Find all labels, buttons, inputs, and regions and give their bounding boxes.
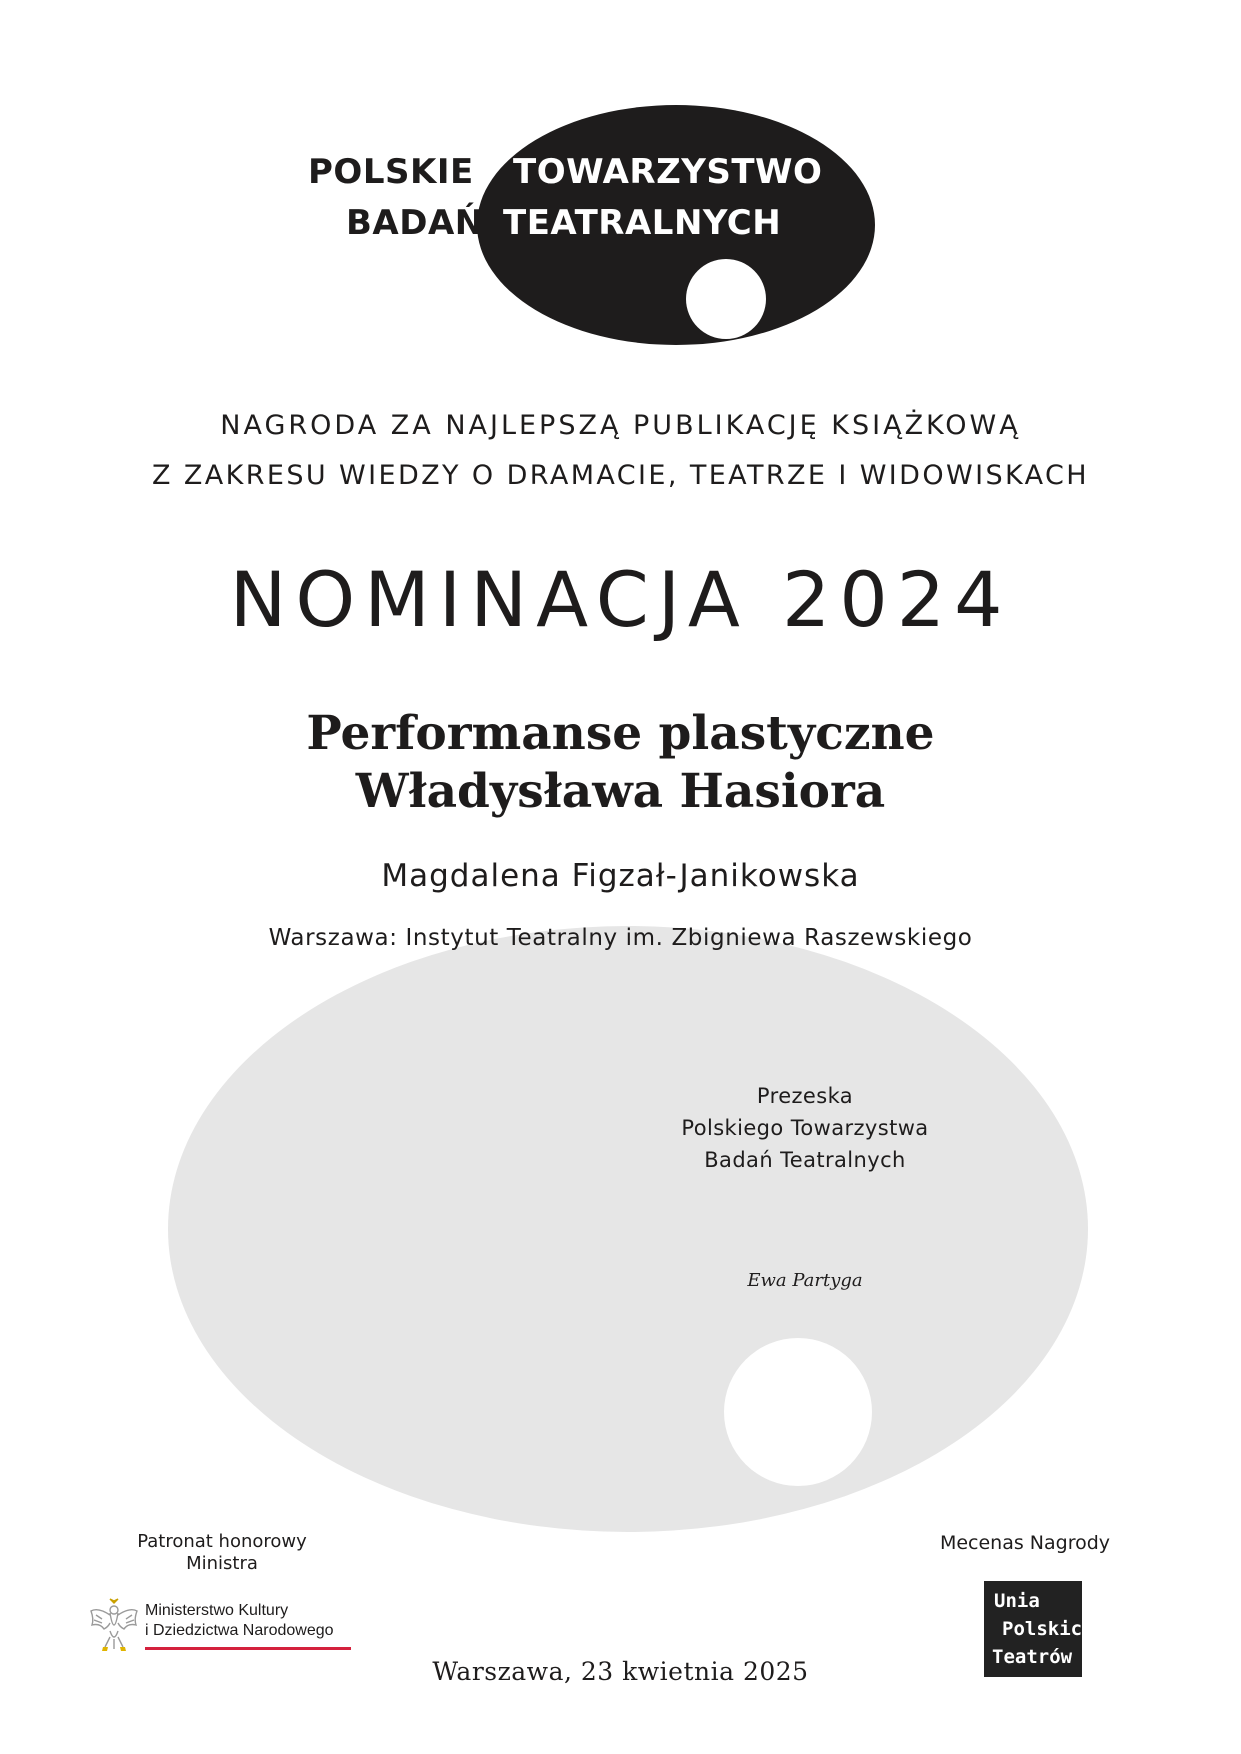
- logo-text-teatralnych: TEATRALNYCH: [503, 203, 782, 243]
- upt-logo-line3: Teatrów: [992, 1646, 1073, 1668]
- ministry-red-bar: [145, 1647, 351, 1650]
- patronage-line2: Ministra: [186, 1553, 258, 1574]
- patron-label: Mecenas Nagrody: [939, 1532, 1111, 1554]
- polish-eagle-icon: [88, 1597, 140, 1653]
- background-grey-oval: [168, 926, 1088, 1532]
- upt-logo-line1: Unia: [994, 1590, 1040, 1612]
- signer-name: Ewa Partyga: [747, 1270, 863, 1291]
- book-author: Magdalena Figzał-Janikowska: [381, 858, 860, 894]
- book-publisher: Warszawa: Instytut Teatralny im. Zbigniewa Raszewskiego: [268, 925, 973, 951]
- signatory-line1: Prezeska: [756, 1084, 854, 1108]
- logo-text-towarzystwo: TOWARZYSTWO: [513, 152, 823, 192]
- book-title: [0, 705, 1241, 821]
- issue-date: Warszawa, 23 kwietnia 2025: [432, 1657, 809, 1686]
- ministry-line2: i Dziedzictwa Narodowego: [145, 1622, 334, 1639]
- upt-logo-line2: Polskich: [1002, 1618, 1094, 1640]
- book-title-line2: Władysława Hasiora: [355, 764, 886, 819]
- background-white-dot: [724, 1338, 872, 1486]
- logo-text-badan: BADAŃ: [346, 203, 484, 243]
- signatory-line2: Polskiego Towarzystwa: [681, 1116, 929, 1140]
- nomination-heading: NOMINACJA 2024: [229, 555, 1012, 644]
- patronage-label: [112, 1531, 332, 1575]
- logo-text-polskie: POLSKIE: [308, 152, 474, 192]
- ministry-logo: [88, 1595, 358, 1665]
- book-title-line1: Performanse plastyczne: [306, 706, 935, 761]
- signatory-title: [640, 1080, 970, 1176]
- logo-white-dot: [686, 259, 766, 339]
- award-title-line1: NAGRODA ZA NAJLEPSZĄ PUBLIKACJĘ KSIĄŻKOWĄ: [220, 410, 1021, 441]
- patronage-line1: Patronat honorowy: [137, 1531, 307, 1552]
- signatory-line3: Badań Teatralnych: [704, 1148, 906, 1172]
- award-title-line2: Z ZAKRESU WIEDZY O DRAMACIE, TEATRZE I WIDOWISKACH: [152, 460, 1089, 491]
- ministry-name: [145, 1601, 334, 1641]
- ministry-line1: Ministerstwo Kultury: [145, 1602, 289, 1619]
